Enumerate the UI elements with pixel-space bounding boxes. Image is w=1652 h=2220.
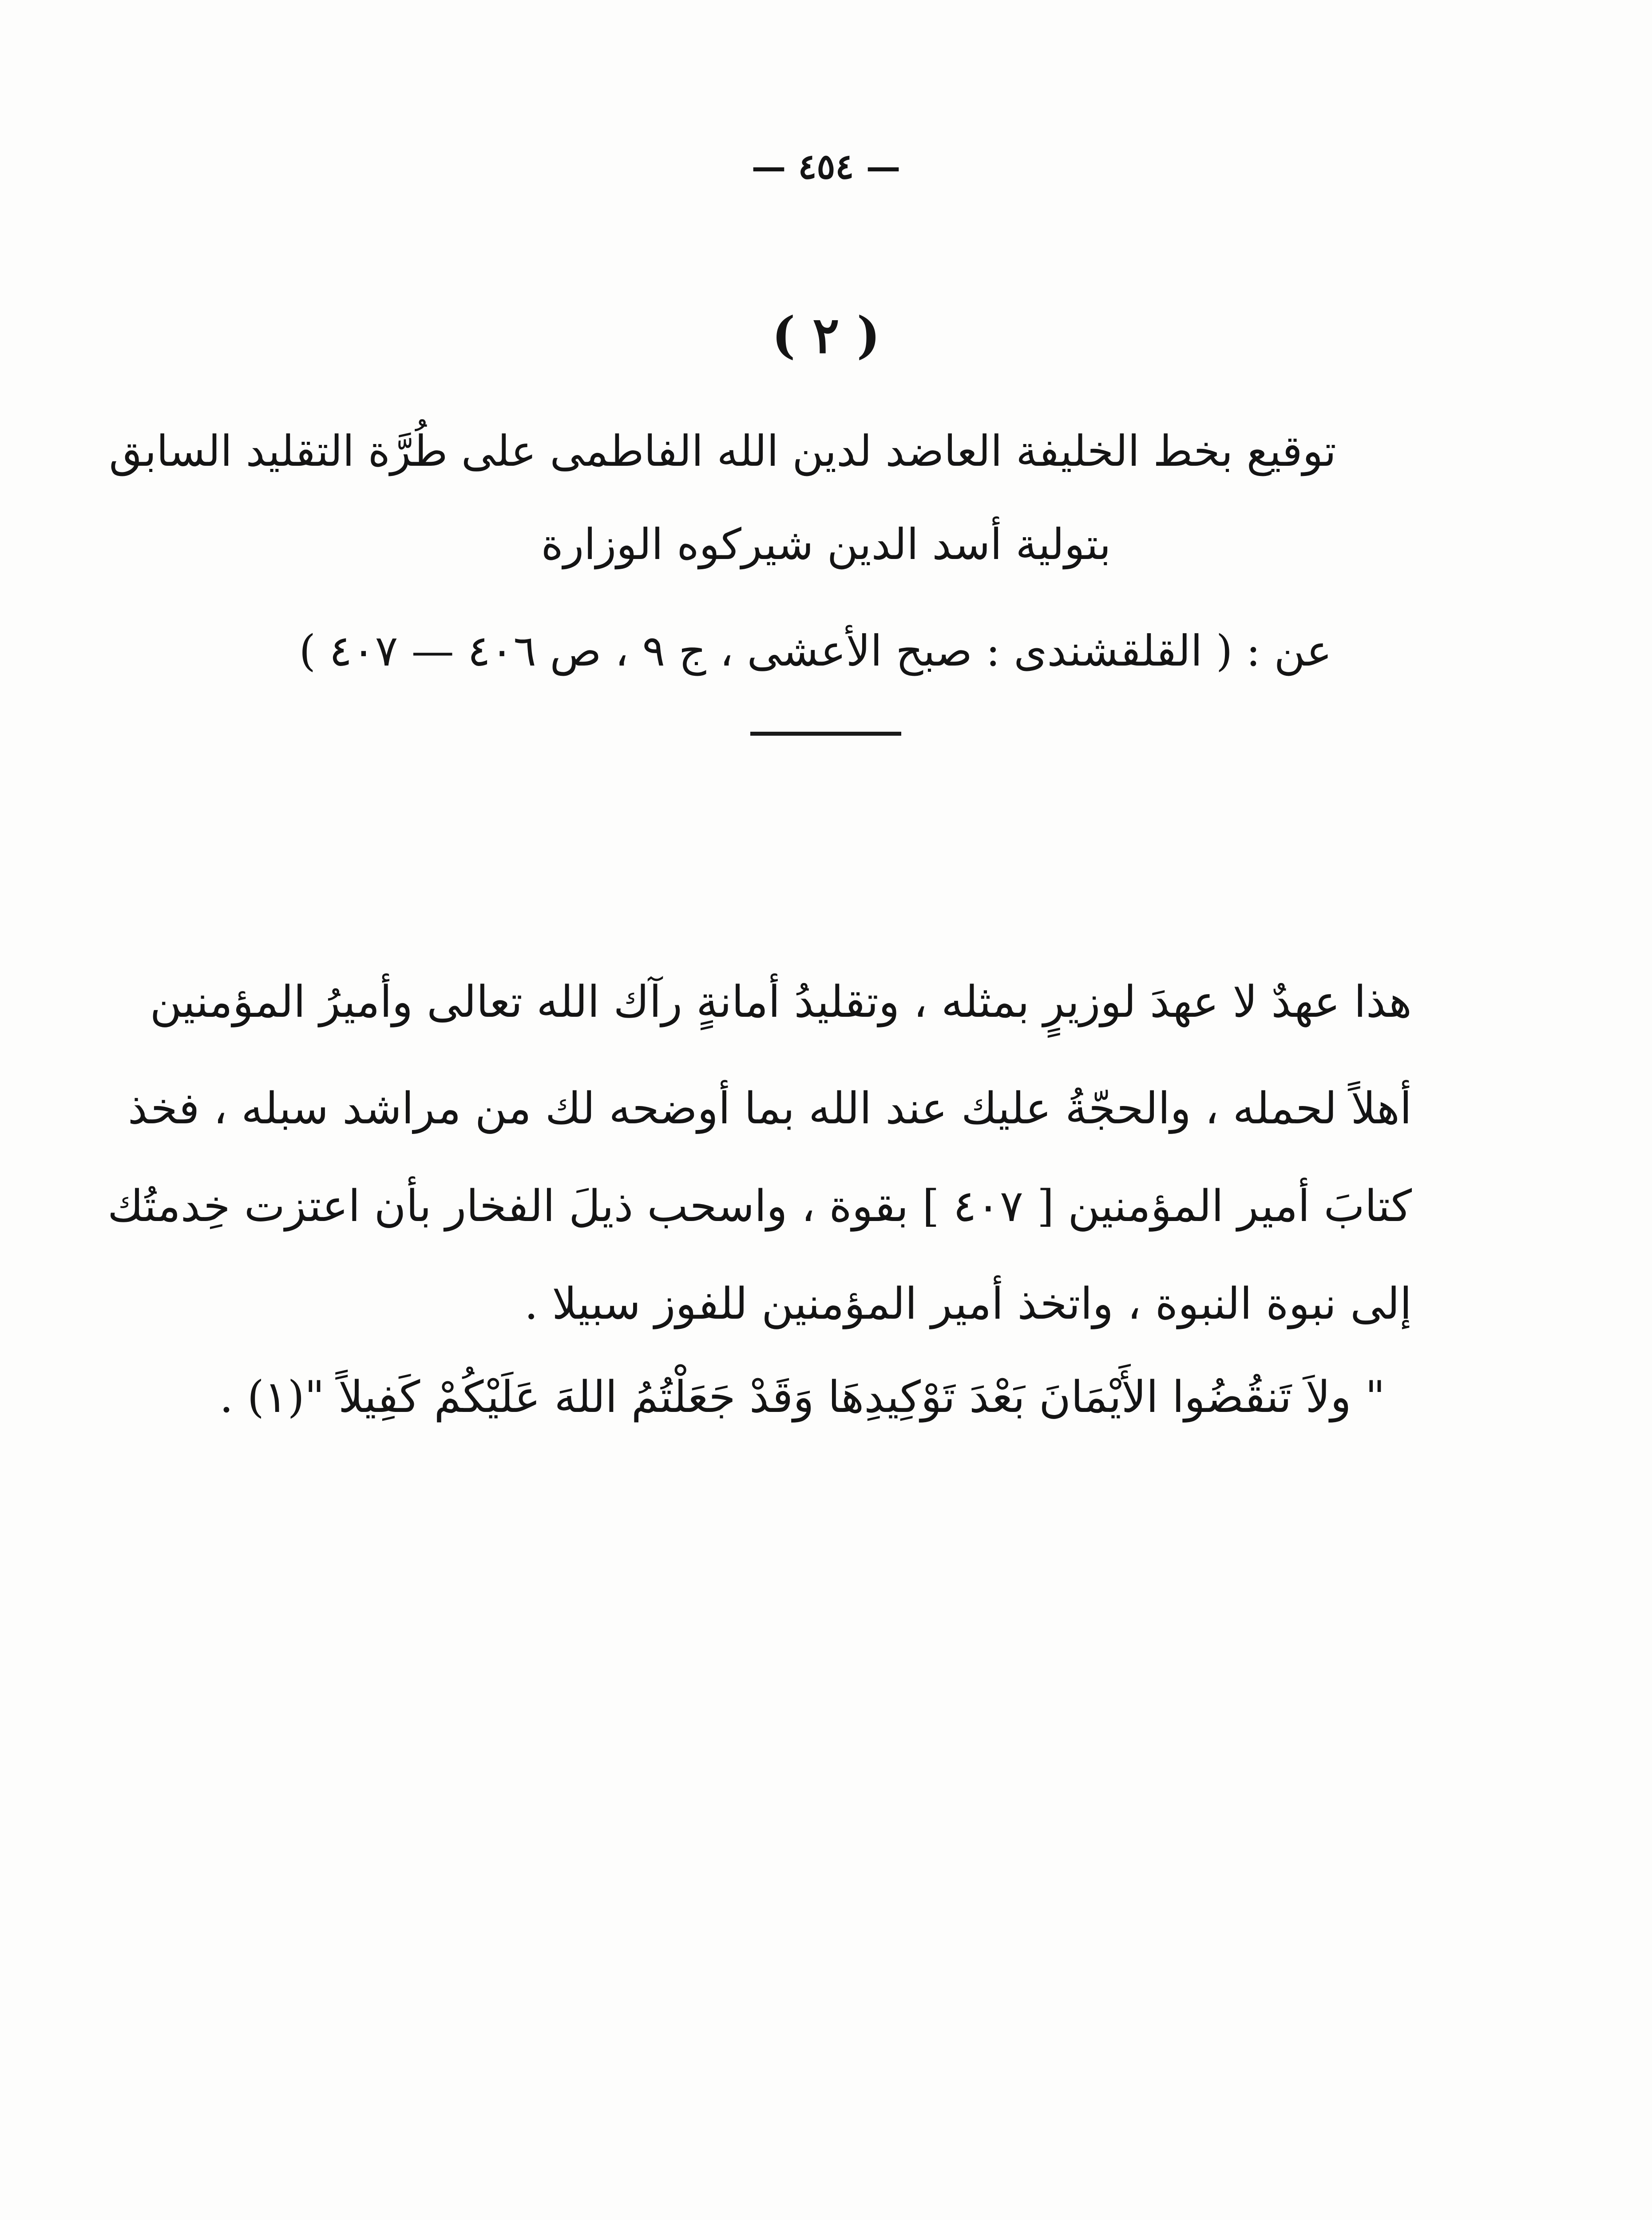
- heading-line-2: بتولية أسد الدين شيركوه الوزارة: [541, 519, 1111, 569]
- body-text-line-4: إلى نبوة النبوة ، واتخذ أمير المؤمنين للفوز سبيلا .: [524, 1279, 1412, 1329]
- quran-quotation: " ولاَ تَنقُضُوا الأَيْمَانَ بَعْدَ تَوْكِيدِهَا وَقَدْ جَعَلْتُمُ اللهَ عَلَيْكُمْ كَفِيلاً "(١) .: [219, 1372, 1385, 1423]
- body-text-line-1: هذا عهدٌ لا عهدَ لوزيرٍ بمثله ، وتقليدُ أمانةٍ رآك الله تعالى وأميرُ المؤمنين: [150, 977, 1412, 1027]
- heading-line-1: توقيع بخط الخليفة العاضد لدين الله الفاطمى على طُرَّة التقليد السابق: [109, 426, 1336, 476]
- heading-divider: [750, 732, 901, 736]
- source-citation: عن : ( القلقشندى : صبح الأعشى ، ج ٩ ، ص ٤٠٦ — ٤٠٧ ): [299, 626, 1332, 676]
- body-text-line-2: أهلاً لحمله ، والحجّةُ عليك عند الله بما أوضحه لك من مراشد سبله ، فخذ: [127, 1083, 1412, 1134]
- page-number: — ٤٥٤ —: [751, 147, 901, 187]
- body-text-line-3: كتابَ أمير المؤمنين [ ٤٠٧ ] بقوة ، واسحب ذيلَ الفخار بأن اعتزت خِدمتُك: [107, 1181, 1412, 1232]
- document-number: ( ٢ ): [772, 306, 880, 365]
